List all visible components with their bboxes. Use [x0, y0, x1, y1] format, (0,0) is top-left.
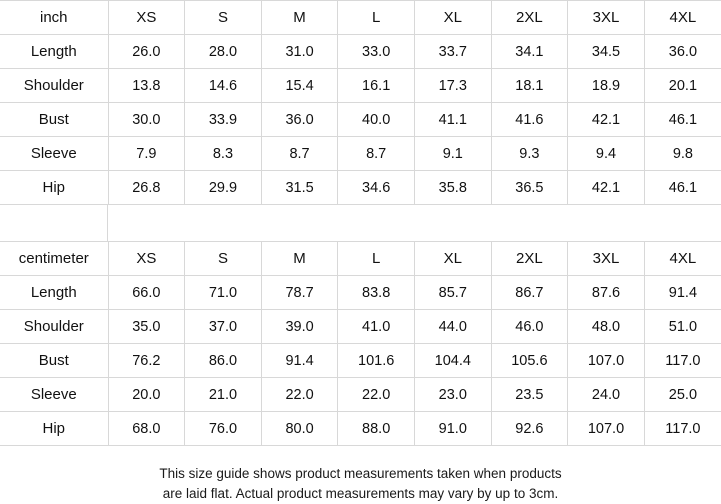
table-cell: 48.0: [568, 310, 645, 344]
table-header-row: [0, 242, 721, 276]
table-cell: 46.1: [644, 171, 721, 205]
column-header: 2XL: [491, 1, 568, 35]
table-cell: 91.0: [414, 412, 491, 446]
column-header: M: [261, 242, 338, 276]
table-cell: 33.9: [185, 103, 262, 137]
table-cell: 41.0: [338, 310, 415, 344]
table-row: [0, 344, 721, 378]
table-cell: 20.0: [108, 378, 185, 412]
column-header: L: [338, 1, 415, 35]
column-header: S: [185, 242, 262, 276]
table-cell: 33.7: [414, 35, 491, 69]
table-cell: 22.0: [261, 378, 338, 412]
note-line-1: This size guide shows product measurements taken when products: [159, 466, 562, 481]
table-cell: 29.9: [185, 171, 262, 205]
table-cell: 28.0: [185, 35, 262, 69]
table-cell: 30.0: [108, 103, 185, 137]
table-row: [0, 103, 721, 137]
table-header-row: [0, 1, 721, 35]
table-cell: 91.4: [261, 344, 338, 378]
table-cell: 76.2: [108, 344, 185, 378]
table-cell: 24.0: [568, 378, 645, 412]
table-cell: 8.7: [338, 137, 415, 171]
row-label: Shoulder: [0, 69, 108, 103]
table-cell: 107.0: [568, 412, 645, 446]
table-cell: 13.8: [108, 69, 185, 103]
row-label: Bust: [0, 103, 108, 137]
column-header: XL: [414, 1, 491, 35]
table-cell: 41.6: [491, 103, 568, 137]
table-cell: 36.5: [491, 171, 568, 205]
table-cell: 35.0: [108, 310, 185, 344]
table-cell: 71.0: [185, 276, 262, 310]
table-cell: 42.1: [568, 171, 645, 205]
table-cell: 9.1: [414, 137, 491, 171]
table-cell: 20.1: [644, 69, 721, 103]
table-cell: 46.1: [644, 103, 721, 137]
table-row: [0, 378, 721, 412]
column-header: 2XL: [491, 242, 568, 276]
table-cell: 9.8: [644, 137, 721, 171]
table-cell: 88.0: [338, 412, 415, 446]
table-row: [0, 310, 721, 344]
table-cell: 107.0: [568, 344, 645, 378]
table-cell: 36.0: [644, 35, 721, 69]
table-cell: 37.0: [185, 310, 262, 344]
row-label: Length: [0, 276, 108, 310]
row-label: Shoulder: [0, 310, 108, 344]
table-cell: 26.8: [108, 171, 185, 205]
table-cell: 7.9: [108, 137, 185, 171]
table-cell: 92.6: [491, 412, 568, 446]
table-cell: 46.0: [491, 310, 568, 344]
table-cell: 85.7: [414, 276, 491, 310]
column-header: 4XL: [644, 242, 721, 276]
row-label: Sleeve: [0, 378, 108, 412]
column-header: S: [185, 1, 262, 35]
table-cell: 16.1: [338, 69, 415, 103]
note-line-2: are laid flat. Actual product measurements may vary by up to 3cm.: [162, 486, 559, 501]
column-header: 3XL: [568, 1, 645, 35]
table-row: [0, 276, 721, 310]
table-cell: 25.0: [644, 378, 721, 412]
table-cell: 22.0: [338, 378, 415, 412]
table-cell: 105.6: [491, 344, 568, 378]
table-cell: 23.5: [491, 378, 568, 412]
table-cell: 21.0: [185, 378, 262, 412]
table-cell: 83.8: [338, 276, 415, 310]
table-cell: 31.5: [261, 171, 338, 205]
size-table-centimeter: [0, 241, 721, 446]
column-header: L: [338, 242, 415, 276]
table-cell: 39.0: [261, 310, 338, 344]
table-cell: 68.0: [108, 412, 185, 446]
separator-divider: [0, 205, 108, 241]
table-cell: 33.0: [338, 35, 415, 69]
table-row: [0, 69, 721, 103]
size-guide-note: [0, 446, 721, 504]
table-cell: 18.1: [491, 69, 568, 103]
table-cell: 34.6: [338, 171, 415, 205]
table-row: [0, 171, 721, 205]
table-cell: 117.0: [644, 412, 721, 446]
column-header: 3XL: [568, 242, 645, 276]
table-cell: 9.3: [491, 137, 568, 171]
table-row: [0, 35, 721, 69]
row-label: Hip: [0, 171, 108, 205]
table-cell: 34.5: [568, 35, 645, 69]
table-cell: 14.6: [185, 69, 262, 103]
column-header: XS: [108, 242, 185, 276]
table-row: [0, 137, 721, 171]
size-table-inch: [0, 0, 721, 205]
unit-label-centimeter: centimeter: [0, 242, 108, 276]
table-cell: 42.1: [568, 103, 645, 137]
table-cell: 86.0: [185, 344, 262, 378]
table-cell: 66.0: [108, 276, 185, 310]
table-cell: 36.0: [261, 103, 338, 137]
table-cell: 40.0: [338, 103, 415, 137]
table-cell: 101.6: [338, 344, 415, 378]
table-cell: 8.3: [185, 137, 262, 171]
table-cell: 31.0: [261, 35, 338, 69]
table-cell: 9.4: [568, 137, 645, 171]
column-header: 4XL: [644, 1, 721, 35]
row-label: Hip: [0, 412, 108, 446]
table-cell: 117.0: [644, 344, 721, 378]
table-row: [0, 412, 721, 446]
table-cell: 17.3: [414, 69, 491, 103]
table-cell: 34.1: [491, 35, 568, 69]
table-cell: 86.7: [491, 276, 568, 310]
unit-label-inch: inch: [0, 1, 108, 35]
table-cell: 23.0: [414, 378, 491, 412]
table-cell: 80.0: [261, 412, 338, 446]
table-cell: 35.8: [414, 171, 491, 205]
column-header: XL: [414, 242, 491, 276]
table-cell: 51.0: [644, 310, 721, 344]
row-label: Length: [0, 35, 108, 69]
column-header: M: [261, 1, 338, 35]
table-cell: 41.1: [414, 103, 491, 137]
row-label: Bust: [0, 344, 108, 378]
table-cell: 91.4: [644, 276, 721, 310]
table-cell: 87.6: [568, 276, 645, 310]
table-cell: 26.0: [108, 35, 185, 69]
table-cell: 18.9: [568, 69, 645, 103]
column-header: XS: [108, 1, 185, 35]
table-cell: 104.4: [414, 344, 491, 378]
table-cell: 15.4: [261, 69, 338, 103]
table-separator: [0, 205, 721, 241]
table-cell: 76.0: [185, 412, 262, 446]
table-cell: 44.0: [414, 310, 491, 344]
row-label: Sleeve: [0, 137, 108, 171]
table-cell: 78.7: [261, 276, 338, 310]
table-cell: 8.7: [261, 137, 338, 171]
